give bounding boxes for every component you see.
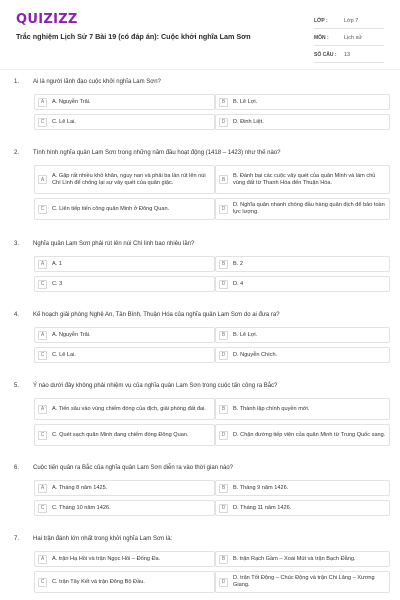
option-text: B. Tháng 9 năm 1426. xyxy=(233,484,289,491)
option-text: A. 1 xyxy=(52,260,62,267)
option-text: D. Chặn đường tiếp viện của quân Minh từ Trung Quốc sang. xyxy=(233,431,386,438)
count-value: 13 xyxy=(344,52,351,58)
question xyxy=(0,382,400,464)
meta-count-row xyxy=(314,48,384,63)
options-grid xyxy=(34,398,400,450)
answer-option[interactable] xyxy=(215,327,390,343)
option-letter: C xyxy=(38,431,47,440)
option-text: B. Đánh bại các cuộc vây quét của quân Minh và làm chủ vùng đất từ Thanh Hóa đến Thuận Hóa. xyxy=(233,172,376,186)
option-text: D. Nghĩa quân nhanh chóng đầu hàng quân địch để bảo toàn lực lượng. xyxy=(233,202,385,215)
option-text: C. 3 xyxy=(52,280,63,287)
meta-class-row xyxy=(314,14,384,29)
option-text: A. trận Hạ Hồi và trận Ngọc Hồi – Đống Đa. xyxy=(52,555,161,562)
question-text: Ý nào dưới đây không phải nhiệm vụ của nghĩa quân Lam Sơn trong cuộc tấn công ra Bắc? xyxy=(33,383,278,389)
option-text: C. trận Tây Kết và trận Đông Bộ Đầu. xyxy=(52,578,145,585)
option-text: B. Lê Lợi. xyxy=(233,98,258,105)
header xyxy=(0,0,400,68)
option-letter: D xyxy=(219,578,228,587)
option-text: A. Tháng 8 năm 1425. xyxy=(52,484,108,491)
option-letter: B xyxy=(219,405,228,414)
option-letter: C xyxy=(38,280,47,289)
question-header xyxy=(0,382,400,398)
option-letter: B xyxy=(219,260,228,269)
question-text: Ai là người lãnh đạo cuộc khởi nghĩa Lam Sơn? xyxy=(33,79,161,85)
quizizz-logo: QUIZIZZ xyxy=(16,12,78,27)
option-letter: D xyxy=(219,351,228,360)
answer-option[interactable] xyxy=(34,480,215,496)
answer-option[interactable] xyxy=(215,347,390,363)
answer-option[interactable] xyxy=(215,165,390,194)
option-letter: A xyxy=(38,98,47,107)
answer-option[interactable] xyxy=(215,500,390,516)
options-grid xyxy=(34,551,400,597)
question xyxy=(0,535,400,600)
option-letter: D xyxy=(219,431,228,440)
answer-option[interactable] xyxy=(34,94,215,110)
option-text: B. Thành lập chính quyền mới. xyxy=(233,405,310,412)
meta-subject-row xyxy=(314,31,384,46)
answer-option[interactable] xyxy=(215,256,390,272)
option-text: D. 4 xyxy=(233,280,244,287)
option-letter: C xyxy=(38,351,47,360)
option-letter: A xyxy=(38,260,47,269)
answer-option[interactable] xyxy=(34,347,215,363)
question-text: Hai trận đánh lớn nhất trong khởi nghĩa Lam Sơn là: xyxy=(33,536,173,542)
answer-option[interactable] xyxy=(34,114,215,130)
question-number: 1. xyxy=(14,79,20,85)
question-text: Tình hình nghĩa quân Lam Sơn trong những năm đầu hoạt động (1418 – 1423) như thế nào? xyxy=(33,150,281,156)
option-text: D. Đinh Liệt. xyxy=(233,118,264,125)
option-letter: C xyxy=(38,118,47,127)
meta-panel xyxy=(314,14,384,65)
answer-option[interactable] xyxy=(34,571,215,593)
option-letter: A xyxy=(38,405,47,414)
question-header xyxy=(0,464,400,480)
option-letter: A xyxy=(38,331,47,340)
option-text: D. Nguyễn Chích. xyxy=(233,351,278,358)
options-grid xyxy=(34,480,400,520)
question xyxy=(0,149,400,240)
options-grid xyxy=(34,94,400,134)
question-text: Nghĩa quân Lam Sơn phải rút lên núi Chí linh bao nhiêu lần? xyxy=(33,241,195,247)
options-grid xyxy=(34,256,400,296)
option-text: A. Tiến sâu vào vùng chiếm đóng của địch, giải phóng đất đai. xyxy=(52,405,206,412)
answer-option[interactable] xyxy=(215,94,390,110)
option-text: C. Quét sạch quân Minh đang chiếm đóng Đông Quan. xyxy=(52,431,189,438)
question xyxy=(0,240,400,311)
question-header xyxy=(0,78,400,94)
answer-option[interactable] xyxy=(34,500,215,516)
option-letter: B xyxy=(219,484,228,493)
class-label: LỚP : xyxy=(314,18,328,24)
header-divider xyxy=(0,69,400,70)
class-value: Lớp 7 xyxy=(344,18,359,24)
answer-option[interactable] xyxy=(34,398,215,420)
option-letter: A xyxy=(38,555,47,564)
option-letter: B xyxy=(219,98,228,107)
option-text: B. Lê Lợi. xyxy=(233,331,258,338)
answer-option[interactable] xyxy=(34,327,215,343)
question xyxy=(0,311,400,382)
answer-option[interactable] xyxy=(34,424,215,446)
option-letter: C xyxy=(38,578,47,587)
option-letter: B xyxy=(219,555,228,564)
option-letter: C xyxy=(38,504,47,513)
question-number: 7. xyxy=(14,536,20,542)
answer-option[interactable] xyxy=(34,198,215,220)
option-text: B. trận Rạch Gầm – Xoài Mút và trận Bạch Đằng. xyxy=(233,555,356,562)
option-text: C. Lê Lai. xyxy=(52,118,76,125)
subject-label: MÔN : xyxy=(314,35,329,41)
option-letter: D xyxy=(219,205,228,214)
options-grid xyxy=(34,327,400,367)
page-title: Trắc nghiệm Lịch Sử 7 Bài 19 (có đáp án): Cuộc khởi nghĩa Lam Sơn xyxy=(16,32,251,41)
subject-value: Lịch sử xyxy=(344,35,363,41)
question-text: Kế hoạch giải phóng Nghệ An, Tân Bình, Thuận Hóa của nghĩa quân Lam Sơn do ai đưa ra? xyxy=(33,312,280,318)
option-text: A. Nguyễn Trãi. xyxy=(52,331,91,338)
question-number: 4. xyxy=(14,312,20,318)
question-list xyxy=(0,78,400,600)
option-text: C. Liên tiếp tiến công quân Minh ở Đông Quan. xyxy=(52,205,170,212)
answer-option[interactable] xyxy=(215,480,390,496)
option-letter: C xyxy=(38,205,47,214)
option-text: D. Tháng 11 năm 1426. xyxy=(233,504,292,511)
answer-option[interactable] xyxy=(215,276,390,292)
option-text: A. Nguyễn Trãi. xyxy=(52,98,91,105)
question-text: Cuộc tiến quân ra Bắc của nghĩa quân Lam Sơn diễn ra vào thời gian nào? xyxy=(33,465,234,471)
answer-option[interactable] xyxy=(34,551,215,567)
option-letter: A xyxy=(38,175,47,184)
option-letter: B xyxy=(219,331,228,340)
options-grid xyxy=(34,165,400,224)
option-letter: D xyxy=(219,280,228,289)
option-text: A. Gặp rất nhiều khó khăn, nguy nan và phải ba lần rút lên núi Chí Linh để chống lại sự vây quét của quân giặc. xyxy=(52,172,206,186)
answer-option[interactable] xyxy=(215,571,390,593)
count-label: SỐ CÂU : xyxy=(314,52,337,58)
answer-option[interactable] xyxy=(215,424,390,446)
option-letter: B xyxy=(219,175,228,184)
option-text: C. Lê Lai. xyxy=(52,351,76,358)
question-number: 6. xyxy=(14,465,20,471)
question-number: 3. xyxy=(14,241,20,247)
question-header xyxy=(0,535,400,551)
question-header xyxy=(0,311,400,327)
question xyxy=(0,464,400,535)
answer-option[interactable] xyxy=(34,276,215,292)
question-header xyxy=(0,149,400,165)
option-letter: D xyxy=(219,118,228,127)
answer-option[interactable] xyxy=(215,398,390,420)
answer-option[interactable] xyxy=(215,551,390,567)
question xyxy=(0,78,400,149)
question-number: 2. xyxy=(14,150,20,156)
option-text: C. Tháng 10 năm 1426. xyxy=(52,504,111,511)
answer-option[interactable] xyxy=(215,198,390,220)
answer-option[interactable] xyxy=(34,165,215,194)
option-letter: D xyxy=(219,504,228,513)
option-letter: A xyxy=(38,484,47,493)
option-text: B. 2 xyxy=(233,260,243,267)
question-header xyxy=(0,240,400,256)
question-number: 5. xyxy=(14,383,20,389)
answer-option[interactable] xyxy=(215,114,390,130)
answer-option[interactable] xyxy=(34,256,215,272)
option-text: D. trận Tốt Động – Chúc Động và trận Chi Lăng – Xương Giang. xyxy=(233,575,375,588)
